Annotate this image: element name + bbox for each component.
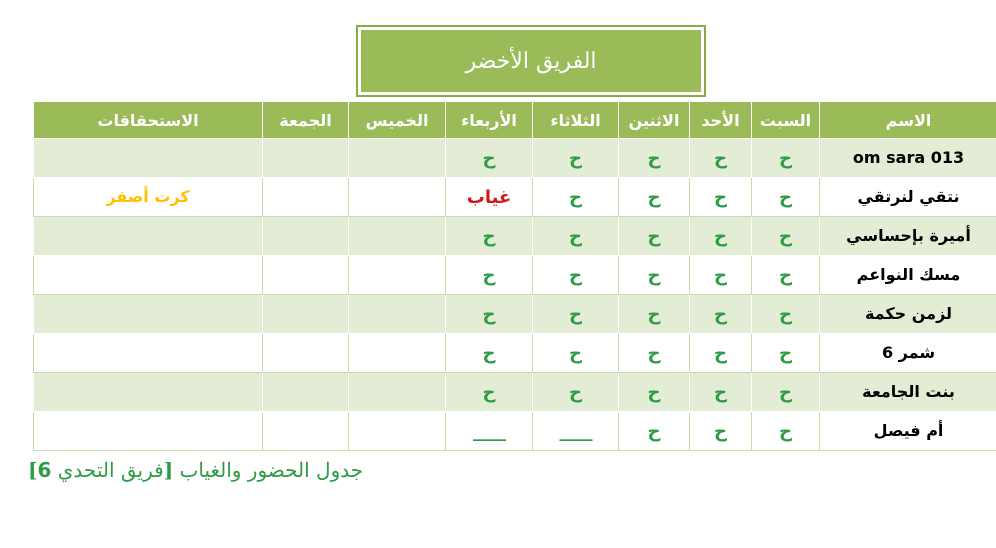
cell-mon [619, 334, 690, 373]
header-saturday: السبت [752, 102, 820, 139]
attendance-mark: ح [714, 303, 727, 325]
cell-name [820, 256, 996, 295]
cell-mon [619, 217, 690, 256]
cell-fri [263, 334, 349, 373]
attendance-mark: ح [569, 381, 582, 403]
cell-mon [619, 139, 690, 178]
attendance-mark: ح [714, 264, 727, 286]
header-monday: الاثنين [619, 102, 690, 139]
cell-wed [446, 334, 533, 373]
header-tuesday: الثلاثاء [533, 102, 619, 139]
attendance-mark: ح [482, 147, 496, 169]
cell-sun [690, 178, 752, 217]
cell-mon [619, 178, 690, 217]
attendance-mark: ح [482, 303, 496, 325]
cell-fri [263, 139, 349, 178]
cell-mon [619, 256, 690, 295]
member-name: نتقي لنرتقي [857, 187, 960, 206]
cell-merits [34, 217, 263, 256]
cell-merits [34, 256, 263, 295]
cell-fri [263, 178, 349, 217]
cell-sat [752, 295, 820, 334]
cell-sun [690, 295, 752, 334]
cell-name [820, 373, 996, 412]
cell-wed [446, 373, 533, 412]
member-name: شمر 6 [881, 343, 936, 362]
caption-bracket-close: ] [28, 458, 38, 482]
cell-mon [619, 295, 690, 334]
attendance-mark: ح [714, 147, 727, 169]
attendance-mark: غياب [466, 186, 512, 208]
attendance-mark: ح [569, 264, 582, 286]
cell-sat [752, 217, 820, 256]
attendance-mark: ____ [473, 420, 505, 442]
cell-sun [690, 412, 752, 451]
cell-merits [34, 139, 263, 178]
table-row [34, 256, 996, 295]
cell-name [820, 334, 996, 373]
attendance-mark: ح [779, 420, 792, 442]
header-sunday: الأحد [690, 102, 752, 139]
cell-tue [533, 217, 619, 256]
caption-number: 6 [37, 458, 52, 482]
cell-sat [752, 139, 820, 178]
attendance-mark: ح [647, 264, 661, 286]
cell-tue [533, 139, 619, 178]
cell-tue [533, 256, 619, 295]
table-row [34, 295, 996, 334]
cell-fri [263, 256, 349, 295]
attendance-mark: ____ [559, 420, 592, 442]
cell-wed [446, 412, 533, 451]
cell-name [820, 412, 996, 451]
cell-thu [349, 412, 446, 451]
cell-wed [446, 178, 533, 217]
cell-wed [446, 139, 533, 178]
attendance-mark: ح [714, 420, 727, 442]
header-thursday: الخميس [349, 102, 446, 139]
cell-sat [752, 256, 820, 295]
attendance-mark: ح [647, 225, 661, 247]
cell-merits [34, 373, 263, 412]
attendance-mark: ح [482, 225, 496, 247]
attendance-mark: ح [647, 303, 661, 325]
table-row [34, 412, 996, 451]
table-row [34, 178, 996, 217]
cell-merits [34, 178, 263, 217]
attendance-mark: ح [647, 420, 661, 442]
table-header-row [34, 102, 996, 139]
attendance-mark: ح [569, 303, 582, 325]
cell-tue [533, 373, 619, 412]
attendance-mark: ح [779, 381, 792, 403]
attendance-mark: ح [779, 225, 792, 247]
cell-tue [533, 334, 619, 373]
cell-thu [349, 334, 446, 373]
attendance-mark: ح [569, 186, 582, 208]
cell-tue [533, 412, 619, 451]
cell-name [820, 295, 996, 334]
cell-mon [619, 373, 690, 412]
attendance-mark: ح [647, 147, 661, 169]
cell-tue [533, 295, 619, 334]
attendance-mark: ح [779, 264, 792, 286]
cell-fri [263, 217, 349, 256]
header-friday: الجمعة [263, 102, 349, 139]
cell-name [820, 139, 996, 178]
cell-sun [690, 139, 752, 178]
caption-team: فريق التحدي [57, 458, 164, 482]
table-row [34, 139, 996, 178]
cell-wed [446, 256, 533, 295]
attendance-mark: ح [714, 381, 727, 403]
cell-merits [34, 295, 263, 334]
attendance-mark: ح [714, 342, 727, 364]
cell-thu [349, 178, 446, 217]
attendance-table [33, 101, 996, 451]
cell-sun [690, 256, 752, 295]
cell-sun [690, 373, 752, 412]
cell-merits [34, 334, 263, 373]
attendance-mark: ح [482, 381, 496, 403]
cell-wed [446, 295, 533, 334]
merit-badge: كرت أصفر [106, 187, 190, 206]
member-name: بنت الجامعة [862, 382, 955, 401]
attendance-mark: ح [569, 147, 582, 169]
cell-name [820, 217, 996, 256]
cell-wed [446, 217, 533, 256]
cell-fri [263, 373, 349, 412]
attendance-mark: ح [779, 342, 792, 364]
cell-mon [619, 412, 690, 451]
attendance-mark: ح [482, 264, 496, 286]
header-name: الاسم [820, 102, 996, 139]
cell-sun [690, 217, 752, 256]
cell-sat [752, 373, 820, 412]
caption-bracket-open: [ [163, 458, 174, 482]
cell-merits [34, 412, 263, 451]
member-name: أميرة بإحساسي [846, 226, 971, 245]
team-title: الفريق الأخضر [358, 27, 704, 95]
attendance-mark: ح [779, 186, 792, 208]
cell-name [820, 178, 996, 217]
cell-thu [349, 256, 446, 295]
member-name: om sara 013 [852, 148, 965, 167]
cell-sat [752, 334, 820, 373]
attendance-mark: ح [647, 381, 661, 403]
header-merits: الاستحقاقات [34, 102, 263, 139]
member-name: مسك النواعم [856, 265, 961, 284]
cell-tue [533, 178, 619, 217]
attendance-mark: ح [779, 303, 792, 325]
attendance-mark: ح [779, 147, 792, 169]
member-name: أم فيصل [873, 421, 944, 440]
attendance-mark: ح [647, 342, 661, 364]
attendance-mark: ح [482, 342, 496, 364]
table-row [34, 373, 996, 412]
cell-thu [349, 373, 446, 412]
cell-thu [349, 217, 446, 256]
cell-thu [349, 139, 446, 178]
table-row [34, 334, 996, 373]
attendance-mark: ح [714, 225, 727, 247]
cell-fri [263, 295, 349, 334]
cell-thu [349, 295, 446, 334]
table-caption [28, 458, 363, 482]
caption-text: جدول الحضور والغياب [173, 458, 364, 482]
cell-sun [690, 334, 752, 373]
attendance-mark: ح [714, 186, 727, 208]
attendance-mark: ح [569, 225, 582, 247]
header-wednesday: الأربعاء [446, 102, 533, 139]
cell-sat [752, 178, 820, 217]
attendance-mark: ح [647, 186, 661, 208]
cell-fri [263, 412, 349, 451]
member-name: لزمن حكمة [864, 304, 953, 323]
attendance-mark: ح [569, 342, 582, 364]
table-row [34, 217, 996, 256]
cell-sat [752, 412, 820, 451]
